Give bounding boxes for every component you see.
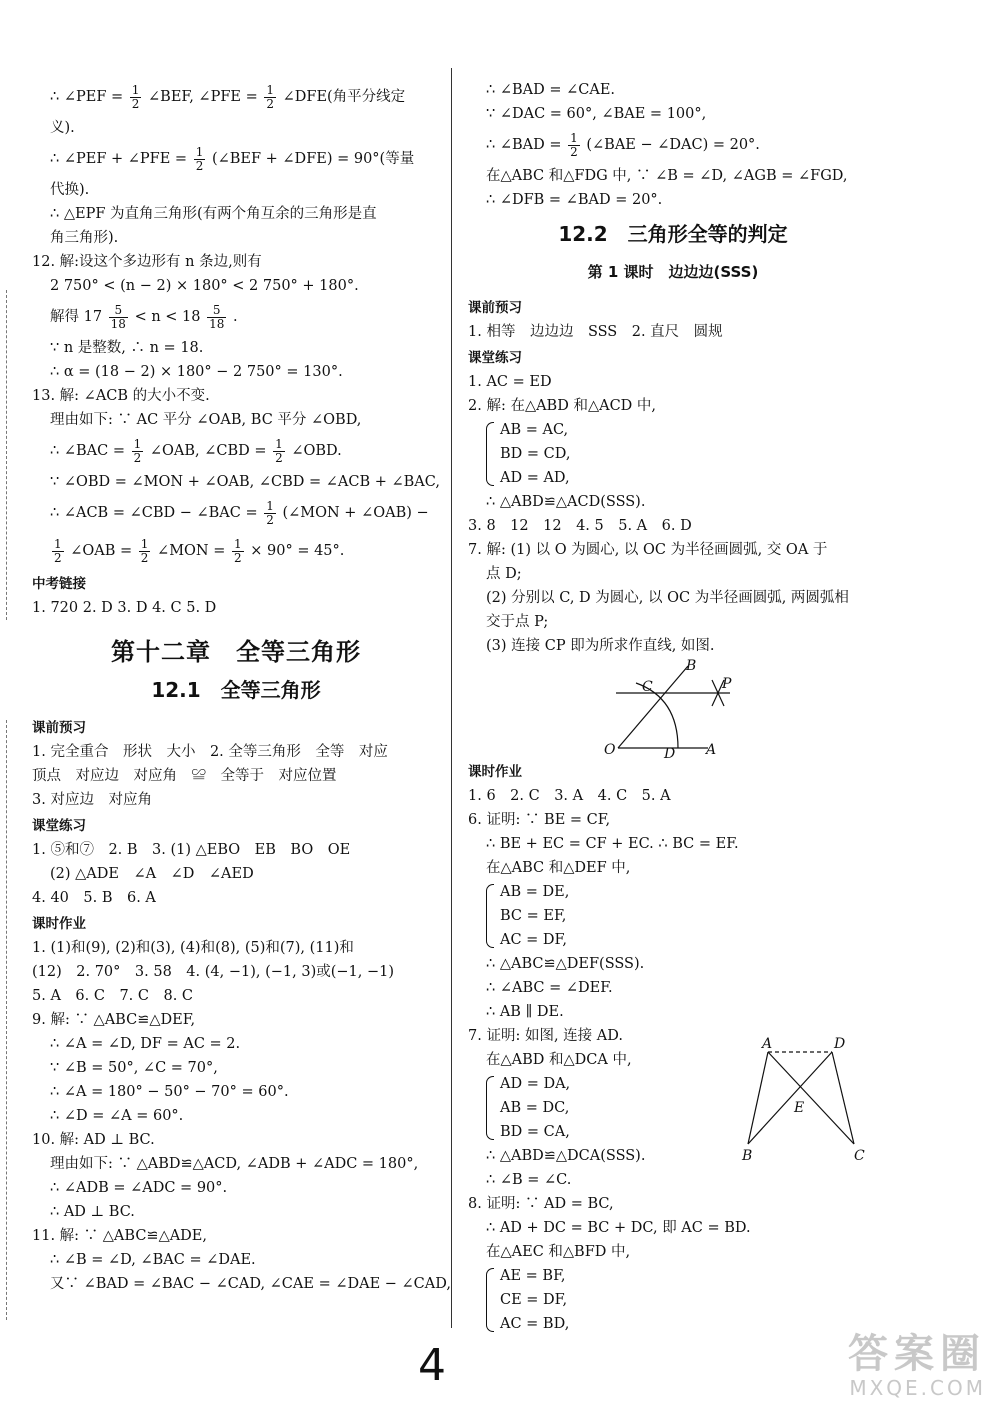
- fraction: $\frac{1}{2}$: [133, 436, 142, 465]
- text-line: 角三角形).: [50, 230, 119, 246]
- problem-7: 7. 解: (1) 以 O 为圆心, 以 OC 为半径画圆弧, 交 OA 于: [468, 542, 828, 558]
- section-heading: 课前预习: [32, 720, 86, 736]
- equation: AE = BF,: [500, 1268, 566, 1284]
- section-heading: 课堂练习: [32, 818, 86, 834]
- equation-system: [486, 880, 878, 952]
- text-line: ∴ ∠ABC = ∠DEF.: [486, 980, 613, 996]
- text-line: ∴ △ABC≌△DEF(SSS).: [486, 956, 645, 972]
- segment-db: [748, 1052, 832, 1144]
- label-a: A: [762, 1036, 773, 1052]
- answer-line: 1. ⑤和⑦ 2. B 3. (1) △EBO EB BO OE: [32, 842, 351, 858]
- column-divider: [451, 68, 452, 1328]
- lesson-title: 第 1 课时 边边边(SSS): [587, 263, 759, 281]
- equation: AB = DC,: [500, 1100, 570, 1116]
- problem-7-proof: 7. 证明: 如图, 连接 AD.: [468, 1028, 623, 1044]
- answer-line: (12) 2. 70° 3. 58 4. (4, −1), (−1, 3)或(−1, −1): [32, 964, 395, 980]
- text-line: 代换).: [50, 182, 90, 198]
- text-line: (2) 分别以 C, D 为圆心, 以 OC 为半径画圆弧, 两圆弧相: [486, 590, 849, 606]
- equation: AD = DA,: [500, 1076, 571, 1092]
- text-line: (3) 连接 CP 即为所求作直线, 如图.: [486, 638, 715, 654]
- label-p: P: [722, 676, 732, 692]
- right-column: [468, 78, 878, 1336]
- section-heading: 课时作业: [468, 764, 522, 780]
- answer-line: 1. AC = ED: [468, 374, 552, 390]
- problem-7-block: [468, 1024, 878, 1192]
- text-line: 交于点 P;: [486, 614, 549, 630]
- equation: BD = CA,: [500, 1124, 570, 1140]
- answer-line: 1. 720 2. D 3. D 4. C 5. D: [32, 600, 217, 616]
- watermark: [848, 1332, 986, 1400]
- text-line: 在△ABC 和△DEF 中,: [486, 860, 631, 876]
- label-b: B: [686, 658, 697, 674]
- label-d: D: [834, 1036, 846, 1052]
- watermark-title: 答案圈: [848, 1331, 986, 1377]
- text-line: 在△ABC 和△FDG 中, ∵ ∠B = ∠D, ∠AGB = ∠FGD,: [486, 168, 848, 184]
- construction-figure: [468, 658, 878, 758]
- label-a: A: [706, 742, 717, 758]
- label-c: C: [642, 679, 653, 695]
- segment-ab: [748, 1052, 768, 1144]
- answer-line: 1. (1)和(9), (2)和(3), (4)和(8), (5)和(7), (11)和: [32, 940, 354, 956]
- fraction: $\frac{1}{2}$: [570, 130, 578, 159]
- text-line: ∴ △EPF 为直角三角形(有两个角互余的三角形是直: [50, 206, 377, 222]
- equation: AB = DE,: [500, 884, 570, 900]
- text-line: 在△ABD 和△DCA 中,: [486, 1052, 632, 1068]
- section-title: 12.1 全等三角形: [151, 678, 321, 702]
- fraction: $\frac{1}{2}$: [234, 536, 242, 565]
- equation-system: [486, 1264, 878, 1336]
- text-line: 点 D;: [486, 566, 522, 582]
- equation: AD = AD,: [500, 470, 570, 486]
- text-line: ∴ ∠DFB = ∠BAD = 20°.: [486, 192, 663, 208]
- section-heading: 中考链接: [32, 576, 86, 592]
- segment-ac: [768, 1052, 854, 1144]
- fraction: $\frac{1}{2}$: [266, 82, 274, 111]
- text-line: ∵ ∠B = 50°, ∠C = 70°,: [50, 1060, 218, 1076]
- equation: BD = CD,: [500, 446, 571, 462]
- binding-dash-line-upper: [6, 290, 7, 620]
- text-line: 理由如下: ∵ AC 平分 ∠OAB, BC 平分 ∠OBD,: [50, 412, 362, 428]
- text-line: ∴ ∠A = 180° − 50° − 70° = 60°.: [50, 1084, 289, 1100]
- answer-line: 1. 完全重合 形状 大小 2. 全等三角形 全等 对应: [32, 744, 388, 760]
- label-d: D: [664, 746, 676, 758]
- answer-line: 3. 对应边 对应角: [32, 792, 152, 808]
- text-line: 义).: [50, 120, 75, 136]
- text-line: ∴ ∠BAD = ∠CAE.: [486, 82, 616, 98]
- fraction: $\frac{1}{2}$: [131, 82, 140, 111]
- section-heading: 课堂练习: [468, 350, 522, 366]
- answer-line: (2) △ADE ∠A ∠D ∠AED: [50, 866, 254, 882]
- left-column: [32, 78, 451, 1296]
- fraction: $\frac{5}{18}$: [209, 302, 225, 331]
- construction-diagram: [468, 658, 878, 758]
- text-line: ∵ n 是整数, ∴ n = 18.: [50, 340, 204, 356]
- section-title: 12.2 三角形全等的判定: [558, 222, 788, 246]
- fraction: $\frac{1}{2}$: [275, 436, 283, 465]
- text-line: ∴ ∠ADB = ∠ADC = 90°.: [50, 1180, 228, 1196]
- text-line: ∴ ∠A = ∠D, DF = AC = 2.: [50, 1036, 241, 1052]
- text-line: 在△AEC 和△BFD 中,: [486, 1244, 631, 1260]
- section-heading: 课时作业: [32, 916, 86, 932]
- equation: AB = AC,: [500, 422, 569, 438]
- chapter-title: 第十二章 全等三角形: [111, 638, 361, 666]
- fraction: $\frac{1}{2}$: [195, 144, 204, 173]
- text-line: 2 750° < (n − 2) × 180° < 2 750° + 180°.: [50, 278, 359, 294]
- fraction: $\frac{1}{2}$: [54, 536, 62, 565]
- problem-12: 12. 解:设这个多边形有 n 条边,则有: [32, 254, 262, 270]
- text-line: 理由如下: ∵ △ABD≌△ACD, ∠ADB + ∠ADC = 180°,: [50, 1156, 419, 1172]
- answer-line: 顶点 对应边 对应角 ≌ 全等于 对应位置: [32, 768, 337, 784]
- text-line: ∴ α = (18 − 2) × 180° − 2 750° = 130°.: [50, 364, 343, 380]
- text-line: $\frac{1}{2}$ ∠OAB = $\frac{1}{2}$ ∠MON = $\frac{1}{2}$ × 90° = 45°.: [54, 536, 345, 565]
- text-line: ∵ ∠DAC = 60°, ∠BAE = 100°,: [486, 106, 707, 122]
- text-line: ∴ ∠D = ∠A = 60°.: [50, 1108, 184, 1124]
- problem-13: 13. 解: ∠ACB 的大小不变.: [32, 388, 210, 404]
- fraction: $\frac{1}{2}$: [266, 498, 274, 527]
- equation: CE = DF,: [500, 1292, 568, 1308]
- answer-line: 4. 40 5. B 6. A: [32, 890, 156, 906]
- watermark-url: MXQE.COM: [849, 1376, 986, 1400]
- segment-dc: [832, 1052, 854, 1144]
- label-o: O: [604, 742, 616, 758]
- label-e: E: [794, 1100, 805, 1116]
- problem-10: 10. 解: AD ⊥ BC.: [32, 1132, 155, 1148]
- binding-dash-line-lower: [6, 720, 7, 1320]
- label-b: B: [742, 1148, 753, 1164]
- answer-line: 1. 相等 边边边 SSS 2. 直尺 圆规: [468, 324, 723, 340]
- problem-2: 2. 解: 在△ABD 和△ACD 中,: [468, 398, 657, 414]
- text-line: ∴ ∠BAC = $\frac{1}{2}$ ∠OAB, ∠CBD = $\frac{1}{2}$ ∠OBD.: [50, 436, 342, 465]
- problem-11: 11. 解: ∵ △ABC≌△ADE,: [32, 1228, 208, 1244]
- text-line: ∴ ∠B = ∠D, ∠BAC = ∠DAE.: [50, 1252, 256, 1268]
- text-line: 又∵ ∠BAD = ∠BAC − ∠CAD, ∠CAE = ∠DAE − ∠CAD,: [50, 1276, 451, 1292]
- text-line: ∴ ∠PEF + ∠PFE = $\frac{1}{2}$ (∠BEF + ∠DFE) = 90°(等量: [50, 144, 415, 173]
- problem-9: 9. 解: ∵ △ABC≌△DEF,: [32, 1012, 196, 1028]
- fraction: $\frac{5}{18}$: [110, 302, 126, 331]
- problem-6: 6. 证明: ∵ BE = CF,: [468, 812, 611, 828]
- section-heading: 课前预习: [468, 300, 522, 316]
- text-line: ∴ AB ∥ DE.: [486, 1004, 564, 1020]
- equation: AC = BD,: [500, 1316, 570, 1332]
- text-line: ∴ ∠PEF = $\frac{1}{2}$ ∠BEF, ∠PFE = $\frac{1}{2}$ ∠DFE(角平分线定: [50, 82, 406, 111]
- problem-8: 8. 证明: ∵ AD = BC,: [468, 1196, 614, 1212]
- text-line: ∴ AD + DC = BC + DC, 即 AC = BD.: [486, 1220, 751, 1236]
- page-number: 4: [418, 1340, 446, 1391]
- answer-line: 1. 6 2. C 3. A 4. C 5. A: [468, 788, 671, 804]
- text-line: ∴ ∠B = ∠C.: [486, 1172, 572, 1188]
- text-line: ∴ ∠BAD = $\frac{1}{2}$ (∠BAE − ∠DAC) = 20°.: [486, 130, 760, 159]
- answer-line: 5. A 6. C 7. C 8. C: [32, 988, 194, 1004]
- label-c: C: [854, 1148, 865, 1164]
- quadrilateral-diagram: [736, 1036, 876, 1166]
- text-line: ∴ BE + EC = CF + EC. ∴ BC = EF.: [486, 836, 739, 852]
- text-line: ∴ ∠ACB = ∠CBD − ∠BAC = $\frac{1}{2}$ (∠MON + ∠OAB) −: [50, 498, 429, 527]
- equation: BC = EF,: [500, 908, 567, 924]
- equation: AC = DF,: [500, 932, 567, 948]
- equation-system: [486, 418, 878, 490]
- text-line: ∴ △ABD≌△DCA(SSS).: [486, 1148, 646, 1164]
- answer-line: 3. 8 12 12 4. 5 5. A 6. D: [468, 518, 692, 534]
- fraction: $\frac{1}{2}$: [140, 536, 149, 565]
- text-line: ∴ AD ⊥ BC.: [50, 1204, 135, 1220]
- text-line: ∵ ∠OBD = ∠MON + ∠OAB, ∠CBD = ∠ACB + ∠BAC,: [50, 474, 440, 490]
- text-line: ∴ △ABD≌△ACD(SSS).: [486, 494, 646, 510]
- text-line: 解得 17 $\frac{5}{18}$ < n < 18 $\frac{5}{18}$ .: [50, 302, 238, 331]
